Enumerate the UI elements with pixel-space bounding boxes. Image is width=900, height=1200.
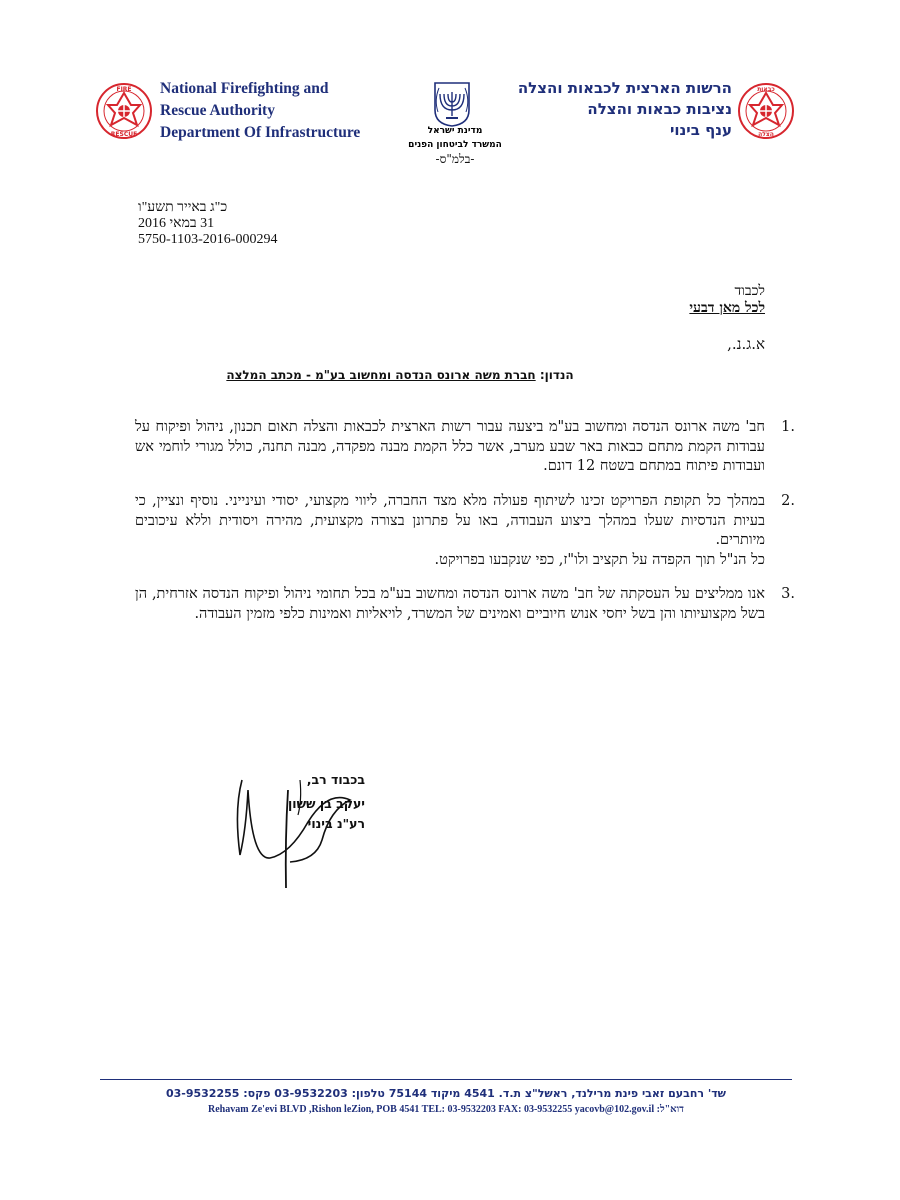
footer-divider bbox=[100, 1079, 792, 1080]
logo-right-bottom-text: הצלה bbox=[758, 131, 774, 138]
subject-line bbox=[150, 368, 650, 382]
logo-left-top-text: FIRE bbox=[116, 86, 132, 93]
footer-hebrew-address: שד' רחבעם זאבי פינת מרילנד, ראשל"צ ת.ד. 4541 מיקוד 75144 טלפון: 03-9532203 פקס: 03-9532255 bbox=[165, 1087, 727, 1100]
recipient-label: לכבוד bbox=[734, 283, 765, 299]
state-of-israel-text: מדינת ישראל bbox=[427, 126, 483, 136]
paragraph-text-continued: כל הנ"ל תוך הקפדה על תקציב ולו"ז, כפי שנקבעו בפרויקט. bbox=[434, 551, 765, 568]
english-letterhead bbox=[160, 78, 400, 144]
fire-rescue-logo-left bbox=[95, 82, 153, 140]
paragraph-text: חב' משה ארונס הנדסה ומחשוב בע"מ ביצעה עבור רשות הארצית לכבאות והצלה תאום תכנון, ניהול ופיקוח על עבודות הקמת מתחם כבאות באר שבע מערב, אשר כלל הקמת מבנה מפקדה, מבנה תחנה, כולל מגורי לוחמי אש ועבודות פיתוח במתחם בשטח 12 דונם. bbox=[135, 419, 765, 474]
ministry-name-text: המשרד לביטחון הפנים bbox=[408, 140, 502, 150]
hebrew-letterhead-line3: ענף בינוי bbox=[669, 121, 732, 139]
gregorian-date: 31 במאי 2016 bbox=[138, 216, 215, 231]
english-letterhead-line3: Department Of Infrastructure bbox=[160, 124, 361, 141]
paragraph-1 bbox=[135, 418, 795, 477]
paragraph-number: .1 bbox=[781, 419, 795, 435]
english-letterhead-line2: Rescue Authority bbox=[160, 102, 275, 119]
paragraph-text: אנו ממליצים על העסקתה של חב' משה ארונס הנדסה ומחשוב בע"מ בכל תחומי ניהול ופיקוח הנדסה אזרחית, הן בשל מקצועיותו והן בשל יחסי אנוש חיוביים ואמינים של המשרד, לויאליות ואמינות כלפי מזמין העבודה. bbox=[135, 586, 765, 622]
logo-left-bottom-text: RESCUE bbox=[110, 131, 138, 138]
hebrew-letterhead-line2: נציבות כבאות והצלה bbox=[587, 100, 732, 118]
subject-text: חברת משה ארונס הנדסה ומחשוב בע"מ - מכתב המלצה bbox=[226, 368, 536, 382]
footer-english-address: Rehavam Ze'evi BLVD ,Rishon leZion, POB 4541 TEL: 03-9532203 FAX: 03-9532255 yacovb@102.gov.il :דוא"ל bbox=[208, 1104, 684, 1115]
paragraph-number: .3 bbox=[781, 586, 795, 602]
closing-text: בכבוד רב, bbox=[306, 772, 365, 787]
logo-right-top-text: כבאות bbox=[757, 86, 775, 93]
reference-number: 5750-1103-2016-000294 bbox=[138, 232, 278, 247]
paragraph-3 bbox=[135, 585, 795, 624]
signer-name: יעקב בן ששון bbox=[288, 796, 365, 811]
hebrew-letterhead-line1: הרשות הארצית לכבאות והצלה bbox=[517, 79, 732, 97]
subject-prefix: הנדון: bbox=[539, 368, 574, 382]
fire-rescue-logo-right bbox=[737, 82, 795, 140]
signer-title: רע"נ בינוי bbox=[307, 816, 365, 831]
hebrew-date: כ"ג באייר תשע"ו bbox=[138, 200, 228, 215]
classification-mark: -בלמ"ס- bbox=[435, 152, 475, 166]
paragraph-number: .2 bbox=[781, 493, 795, 509]
recipient-to: לכל מאן דבעי bbox=[689, 300, 765, 316]
greeting: א.ג.נ., bbox=[727, 335, 765, 353]
paragraph-text: במהלך כל תקופת הפרויקט זכינו לשיתוף פעולה מלא מצד החברה, ליווי מקצועי, יסודי ועינייני. נוסיף ונציין, כי בעיות הנדסיות שעלו במהלך ביצוע העבודה, באו על פתרונן בצורה מקצועית, מהירה ויסודית וללא עיכובים מיותרים. bbox=[135, 493, 765, 548]
recipient-block bbox=[689, 283, 765, 317]
english-letterhead-line1: National Firefighting and bbox=[160, 80, 329, 97]
hebrew-letterhead bbox=[432, 78, 732, 141]
paragraph-2 bbox=[135, 492, 795, 570]
handwritten-signature bbox=[230, 770, 370, 895]
date-block bbox=[138, 200, 338, 248]
